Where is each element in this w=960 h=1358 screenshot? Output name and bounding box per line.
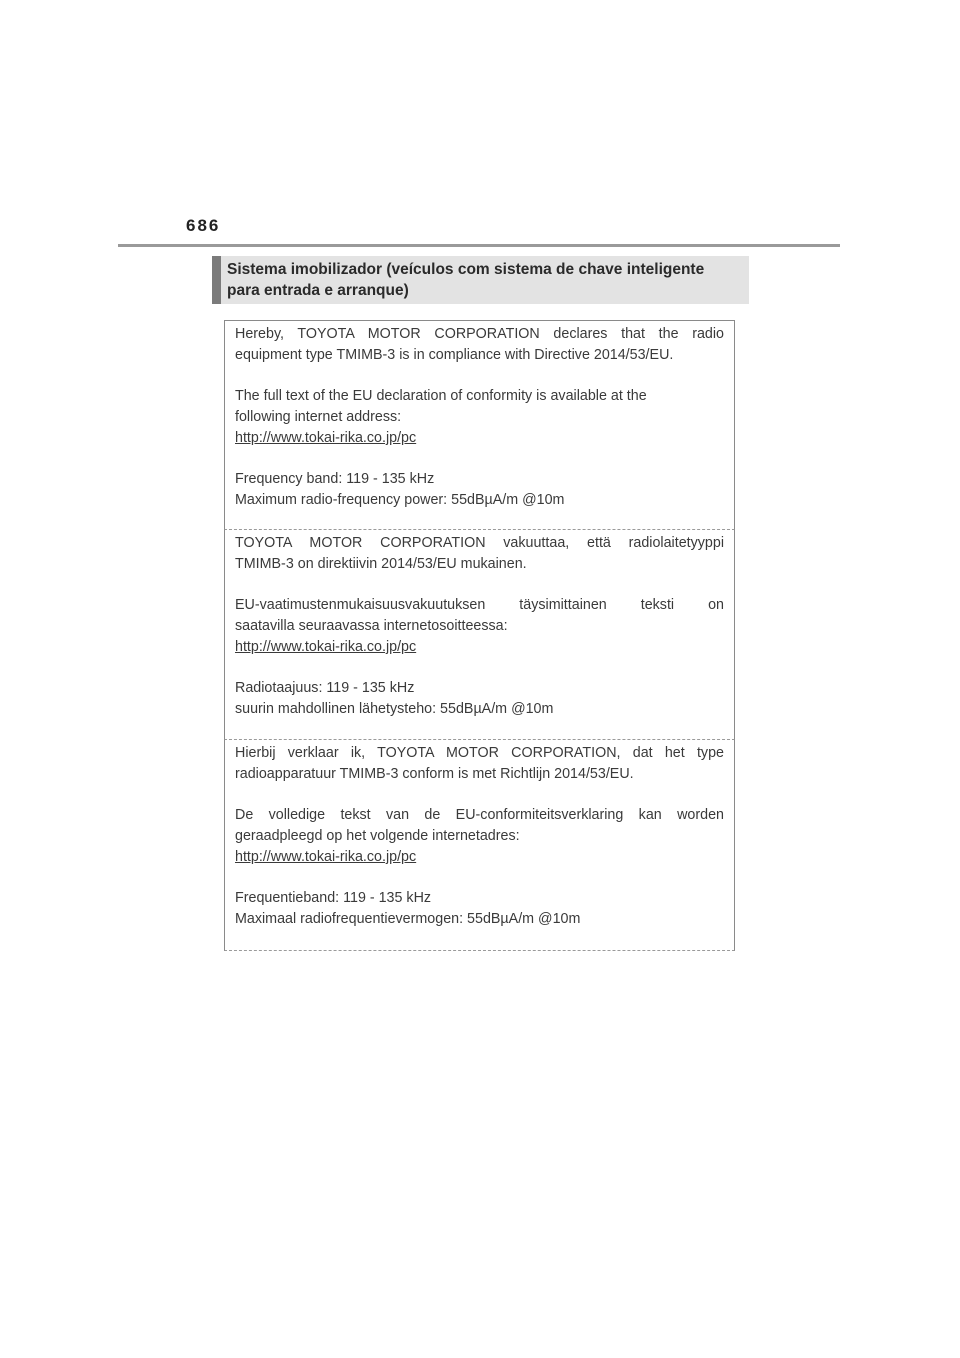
section-title-line-1: Sistema imobilizador (veículos com sistema de chave inteligente: [227, 261, 705, 278]
declaration-text: [235, 386, 724, 428]
section-title: [227, 259, 749, 301]
declaration-intro: [235, 533, 724, 575]
section-header: [212, 256, 749, 304]
section-title-line-2: para entrada e arranque): [227, 282, 409, 299]
frequency-band: Radiotaajuus: 119 - 135 kHz: [235, 680, 415, 696]
declaration-url-link[interactable]: http://www.tokai-rika.co.jp/pc: [235, 849, 417, 865]
max-power: Maximaal radiofrequentievermogen: 55dBµA/m @10m: [235, 911, 581, 927]
max-power: Maximum radio-frequency power: 55dBµA/m @10m: [235, 492, 565, 508]
declaration-intro: [235, 743, 724, 785]
declaration-text-line-1: EU-vaatimustenmukaisuusvakuutuksen täysimittainen teksti on: [235, 597, 724, 613]
max-power: suurin mahdollinen lähetysteho: 55dBµA/m @10m: [235, 701, 554, 717]
declaration-text-line-1: The full text of the EU declaration of conformity is available at the: [235, 388, 647, 404]
declaration-text-line-2: following internet address:: [235, 409, 402, 425]
declaration-text-line-1: De volledige tekst van de EU-conformiteitsverklaring kan worden: [235, 807, 724, 823]
declaration-url-link[interactable]: http://www.tokai-rika.co.jp/pc: [235, 639, 417, 655]
declaration-intro-line-2: radioapparatuur TMIMB-3 conform is met Richtlijn 2014/53/EU.: [235, 766, 634, 782]
declaration-text-line-2: geraadpleegd op het volgende internetadres:: [235, 828, 520, 844]
declaration-intro-line-1: TOYOTA MOTOR CORPORATION vakuuttaa, että radiolaitetyyppi: [235, 535, 724, 551]
declaration-text: [235, 595, 724, 637]
frequency-band: Frequentieband: 119 - 135 kHz: [235, 890, 432, 906]
declaration-intro: [235, 324, 724, 366]
declaration-text: [235, 805, 724, 847]
declaration-intro-line-2: TMIMB-3 on direktiivin 2014/53/EU mukainen.: [235, 556, 527, 572]
frequency-band: Frequency band: 119 - 135 kHz: [235, 471, 435, 487]
declaration-intro-line-1: Hereby, TOYOTA MOTOR CORPORATION declares that the radio: [235, 326, 724, 342]
header-rule: [118, 244, 840, 247]
declaration-text-line-2: saatavilla seuraavassa internetosoitteessa:: [235, 618, 508, 634]
page-number: 686: [186, 216, 221, 235]
declaration-box-finnish: [224, 529, 735, 739]
declaration-url-link[interactable]: http://www.tokai-rika.co.jp/pc: [235, 430, 417, 446]
declaration-intro-line-2: equipment type TMIMB-3 is in compliance with Directive 2014/53/EU.: [235, 347, 674, 363]
declaration-intro-line-1: Hierbij verklaar ik, TOYOTA MOTOR CORPORATION, dat het type: [235, 745, 724, 761]
declaration-box-dutch: [224, 739, 735, 951]
declaration-box-english: [224, 320, 735, 529]
